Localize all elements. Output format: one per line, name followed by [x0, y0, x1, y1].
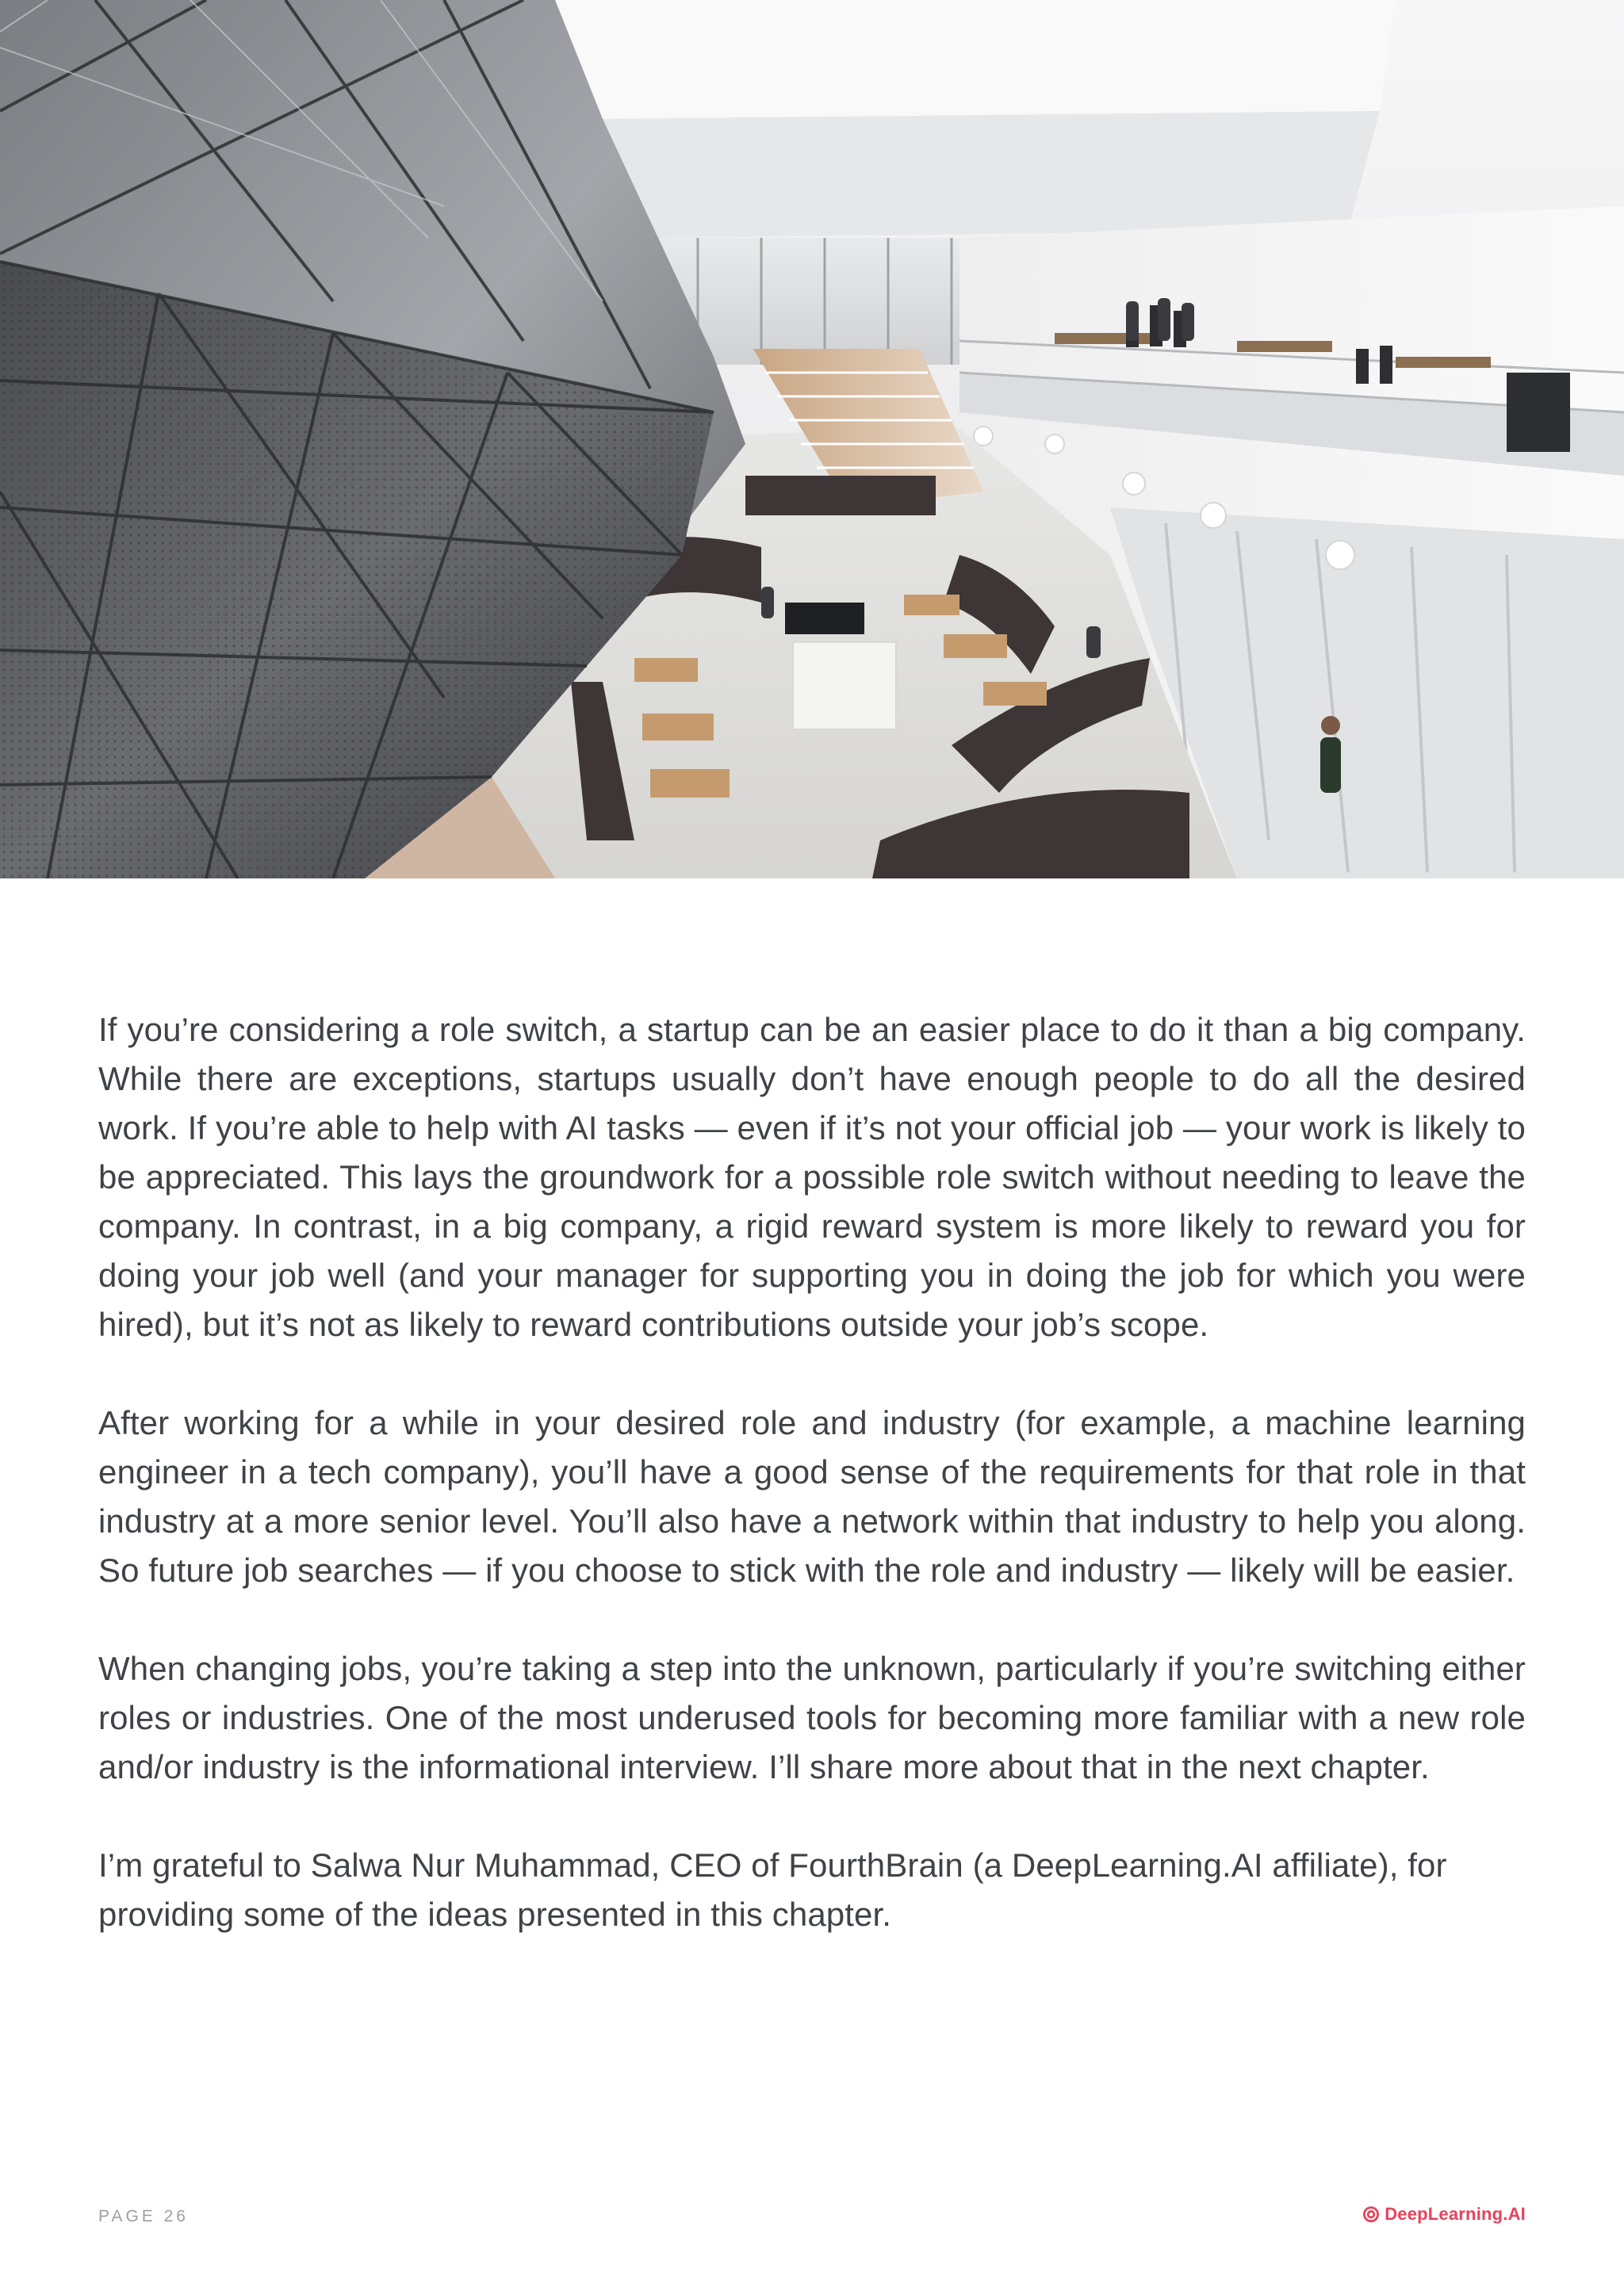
- paragraph-acknowledgement: I’m grateful to Salwa Nur Muhammad, CEO of FourthBrain (a DeepLearning.AI affiliate), for providing some of the ideas presented in this chapter.: [98, 1846, 1447, 1933]
- hero-photo: [0, 0, 1624, 878]
- paragraph-desired-role: After working for a while in your desired role and industry (for example, a machine learning engineer in a tech company), you’ll have a good sense of the requirements for that role in that industry at a more senior level. You’ll also have a network within that industry to help you along. So future job searches — if you choose to stick with the role and industry — likely will be easier.: [98, 1404, 1526, 1589]
- paragraph-changing-jobs: When changing jobs, you’re taking a step into the unknown, particularly if you’re switching either roles or industries. One of the most underused tools for becoming more familiar with a new role and/or industry is the informational interview. I’ll share more about that in the next chapter.: [98, 1650, 1526, 1785]
- page-number: PAGE 26: [98, 2207, 189, 2225]
- brand-logo: [1362, 2204, 1526, 2225]
- article-body: [98, 1005, 1526, 1988]
- office-atrium-illustration: [0, 0, 1624, 878]
- deeplearning-logo-icon: [1362, 2206, 1380, 2223]
- paragraph-role-switch: If you’re considering a role switch, a startup can be an easier place to do it than a big company. While there are exceptions, startups usually don’t have enough people to do all the desired work. If you’re able to help with AI tasks — even if it’s not your official job — your work is likely to be appreciated. This lays the groundwork for a possible role switch without needing to leave the company. In contrast, in a big company, a rigid reward system is more likely to reward you for doing your job well (and your manager for supporting you in doing the job for which you were hired), but it’s not as likely to reward contributions outside your job’s scope.: [98, 1011, 1526, 1343]
- brand-name: DeepLearning.AI: [1385, 2204, 1526, 2224]
